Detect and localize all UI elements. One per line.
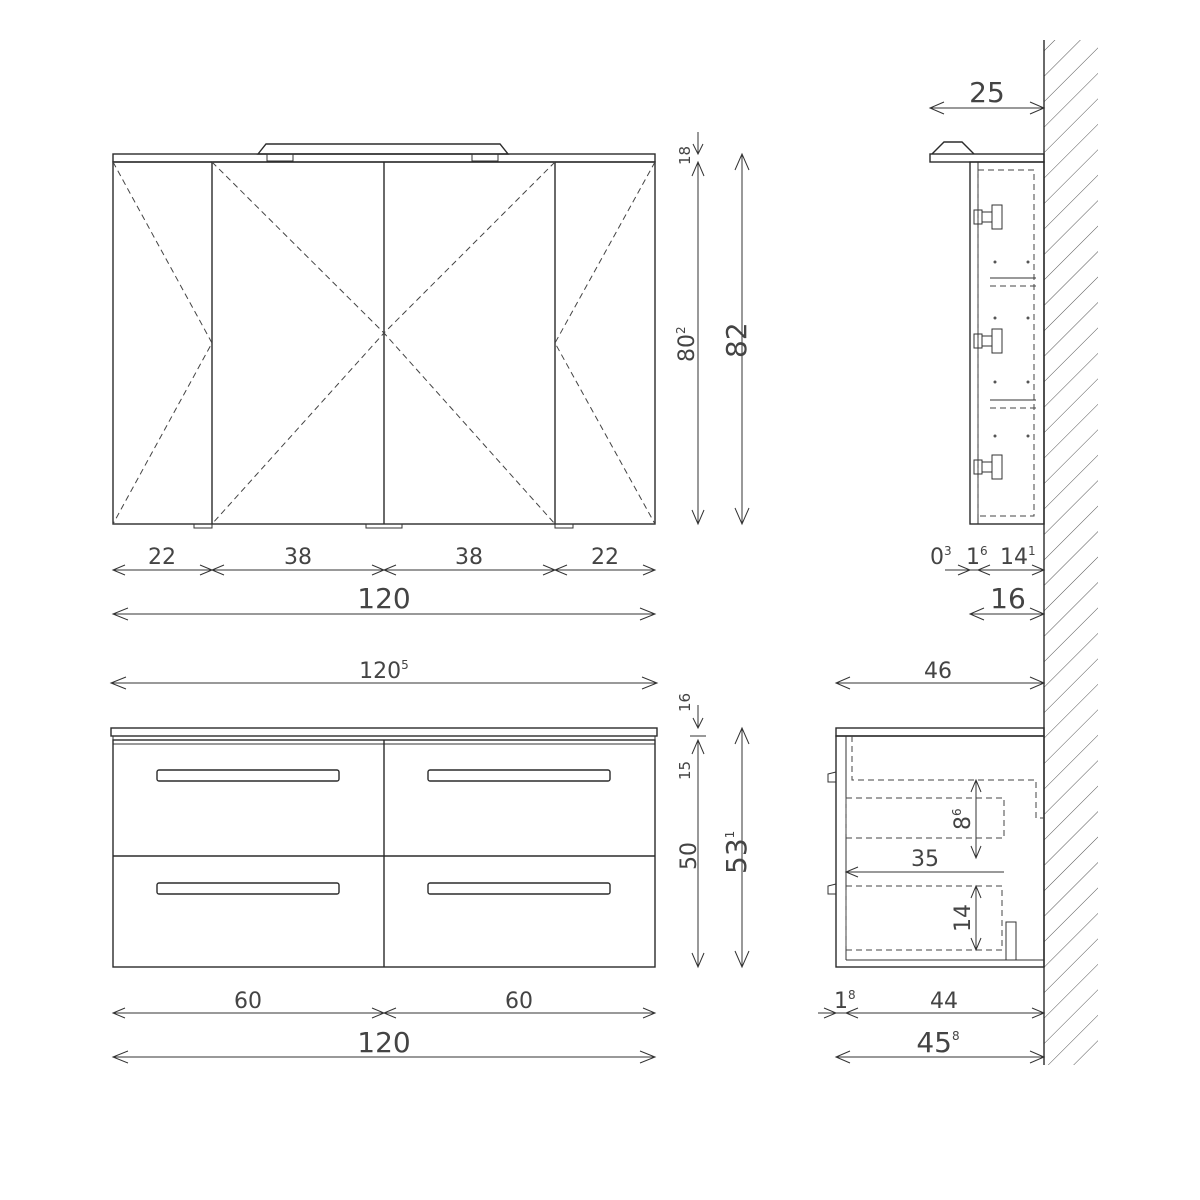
segment-label: 38 <box>455 545 483 570</box>
offset-label: $0^3$ <box>930 544 952 570</box>
top-thickness-label: 18 <box>676 145 694 165</box>
drawer-handle <box>428 883 610 894</box>
upper-front-view <box>113 144 655 528</box>
drawer-height-label: $8^6$ <box>950 808 976 830</box>
lower-drawer-height-label: 14 <box>951 904 976 932</box>
door-height-label: $80^2$ <box>674 326 700 362</box>
total-width-label: 120 <box>357 582 411 615</box>
wall-hatch <box>1044 40 1098 1065</box>
segment-label: 60 <box>505 989 533 1014</box>
lower-side-dimensions <box>818 659 1044 1063</box>
segment-label: 38 <box>284 545 312 570</box>
shelf <box>990 278 1036 286</box>
upper-front-dimensions <box>113 132 753 620</box>
lower-front-dimensions <box>111 658 753 1063</box>
drawer-handle <box>157 883 339 894</box>
segment-label: 22 <box>148 545 176 570</box>
upper-side-view <box>930 142 1044 524</box>
lower-front-view <box>111 728 657 967</box>
offset-label: $1^6$ <box>966 544 988 570</box>
top-width-label: $120^5$ <box>359 658 409 684</box>
drawer-handle <box>428 770 610 781</box>
top-depth-label: 46 <box>924 659 952 684</box>
top-thickness-label: 16 <box>676 692 694 712</box>
total-height-label: $53^1$ <box>720 830 753 874</box>
drawer-handle <box>157 770 339 781</box>
shelf-pin-holes <box>994 261 1030 438</box>
drawer-depth-label: 35 <box>911 847 939 872</box>
total-height-label: 82 <box>720 322 753 358</box>
drawer-gap-label: 15 <box>676 760 694 780</box>
offset-label: $14^1$ <box>1000 544 1036 570</box>
front-thickness-label: $1^8$ <box>834 988 856 1014</box>
body-height-label: 50 <box>677 842 702 870</box>
body-depth-label: 44 <box>930 989 958 1014</box>
segment-label: 60 <box>234 989 262 1014</box>
shelf <box>990 400 1036 408</box>
upper-side-dimensions <box>930 76 1044 620</box>
total-depth-label: $45^8$ <box>916 1026 960 1059</box>
segment-label: 22 <box>591 545 619 570</box>
body-depth-label: 16 <box>990 582 1026 615</box>
top-depth-label: 25 <box>969 76 1005 109</box>
total-width-label: 120 <box>357 1026 411 1059</box>
